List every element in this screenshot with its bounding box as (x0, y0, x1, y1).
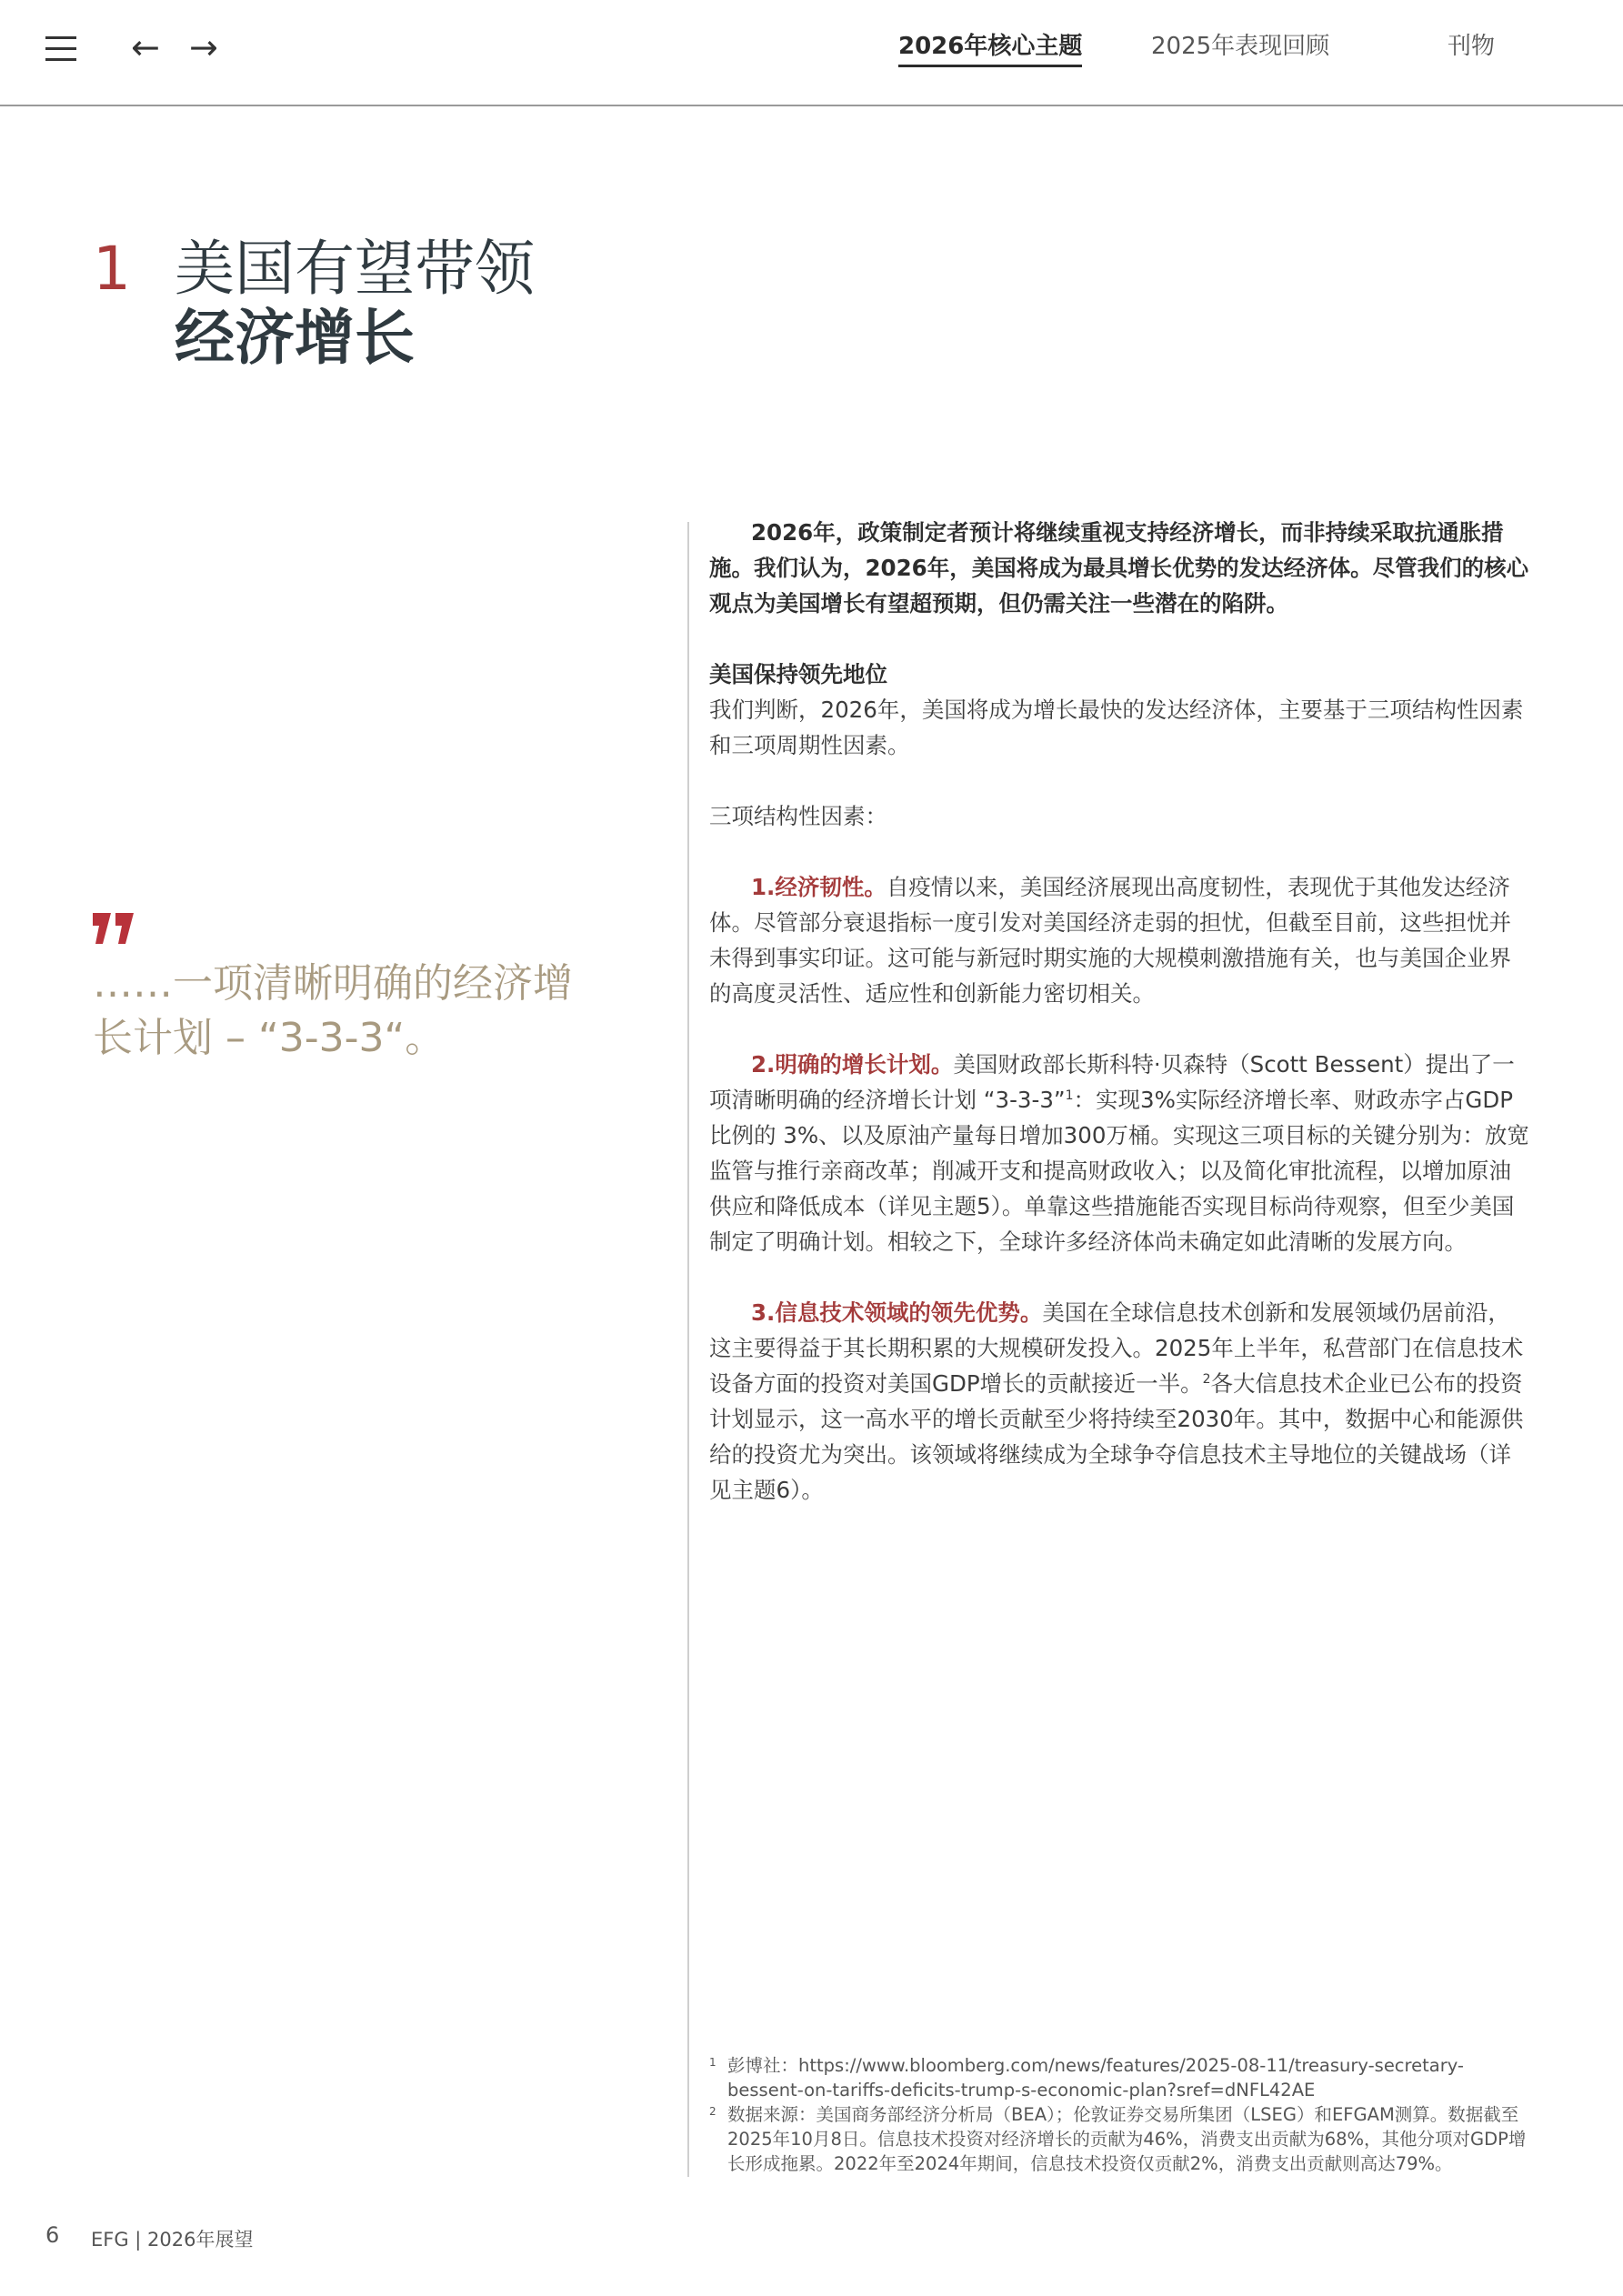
footer-label: EFG | 2026年展望 (91, 2229, 254, 2251)
footnote-number: 1 (709, 2056, 716, 2069)
factor3-title: 3.信息技术领域的领先优势。 (751, 1299, 1043, 1326)
chapter-title (175, 235, 535, 373)
menu-icon[interactable] (45, 35, 76, 62)
section-text: 我们判断，2026年，美国将成为增长最快的发达经济体，主要基于三项结构性因素和三项周期性因素。 (709, 697, 1524, 758)
top-navigation-bar (0, 0, 1623, 106)
column-divider (687, 522, 689, 2177)
footnote-text[interactable]: 彭博社：https://www.bloomberg.com/news/features/2025-08-11/treasury-secretary-bessent-on-tariffs-deficits-trump-s-economic-plan?sref=dNFL42AE (727, 2055, 1464, 2100)
section-paragraph (709, 657, 1532, 763)
factor-paragraph-2 (709, 1047, 1532, 1259)
factor2-text-b: ：实现3%实际经济增长率、财政赤字占GDP比例的 3%、以及原油产量每日增加300万桶。实现这三项目标的关键分别为：放宽监管与推行亲商改革；削减开支和提高财政收入；以及简化审批流程，以增加原油供应和降低成本（详见主题5）。单靠这些措施能否实现目标尚待观察，但至少美国制定了明确计划。相较之下，全球许多经济体尚未确定如此清晰的发展方向。 (709, 1087, 1529, 1255)
article-body (709, 515, 1532, 1543)
factor1-title: 1.经济韧性。 (751, 874, 887, 900)
tab-publications[interactable]: 刊物 (1448, 33, 1496, 60)
chapter-title-line2: 经济增长 (175, 303, 415, 373)
footnote-ref-1[interactable]: 1 (1065, 1088, 1074, 1103)
tab-2026-themes[interactable]: 2026年核心主题 (898, 30, 1082, 67)
footnote-ref-2[interactable]: 2 (1202, 1371, 1211, 1387)
section-heading: 美国保持领先地位 (709, 661, 887, 687)
tab-2025-review[interactable]: 2025年表现回顾 (1151, 33, 1330, 60)
factor2-text-a: 美国财政部长斯科特·贝森特（Scott Bessent）提出了一项清晰明确的经济增长计划 “3-3-3” (709, 1051, 1515, 1113)
forward-arrow-icon[interactable]: → (189, 27, 218, 67)
footnotes (709, 2053, 1532, 2176)
chapter-number: 1 (93, 234, 131, 304)
factor-paragraph-1 (709, 869, 1532, 1011)
back-arrow-icon[interactable]: ← (131, 27, 160, 67)
pull-quote: ……一项清晰明确的经济增长计划 – “3-3-3“。 (93, 960, 573, 1061)
factor1-text: 自疫情以来，美国经济展现出高度韧性，表现优于其他发达经济体。尽管部分衰退指标一度引发对美国经济走弱的担忧，但截至目前，这些担忧并未得到事实印证。这可能与新冠时期实施的大规模刺激措施有关，也与美国企业界的高度灵活性、适应性和创新能力密切相关。 (709, 874, 1511, 1007)
factor-paragraph-3 (709, 1295, 1532, 1508)
chapter-title-line1: 美国有望带领 (175, 234, 535, 304)
factor3-text-a: 美国在全球信息技术创新和发展领域仍居前沿，这主要得益于其长期积累的大规模研发投入。2025年上半年，私营部门在信息技术设备方面的投资对美国GDP增长的贡献接近一半。 (709, 1299, 1524, 1397)
factor3-text-b: 各大信息技术企业已公布的投资计划显示，这一高水平的增长贡献至少将持续至2030年。其中，数据中心和能源供给的投资尤为突出。该领域将继续成为全球争夺信息技术主导地位的关键战场（详见主题6）。 (709, 1370, 1524, 1503)
lead-paragraph: 2026年，政策制定者预计将继续重视支持经济增长，而非持续采取抗通胀措施。我们认为，2026年，美国将成为最具增长优势的发达经济体。尽管我们的核心观点为美国增长有望超预期，但仍需关注一些潜在的陷阱。 (709, 519, 1529, 617)
page-number: 6 (45, 2222, 60, 2248)
factor2-title: 2.明确的增长计划。 (751, 1051, 954, 1078)
footnote-text: 数据来源：美国商务部经济分析局（BEA）；伦敦证券交易所集团（LSEG）和EFGAM测算。数据截至2025年10月8日。信息技术投资对经济增长的贡献为46%，消费支出贡献为68%，其他分项对GDP增长形成拖累。2022年至2024年期间，信息技术投资仅贡献2%，消费支出贡献则高达79%。 (727, 2104, 1527, 2174)
footnote-1 (709, 2053, 1532, 2102)
footnote-number: 2 (709, 2105, 716, 2118)
quote-mark-icon (91, 913, 136, 944)
footnote-2 (709, 2102, 1532, 2176)
factors-intro: 三项结构性因素： (709, 803, 887, 829)
